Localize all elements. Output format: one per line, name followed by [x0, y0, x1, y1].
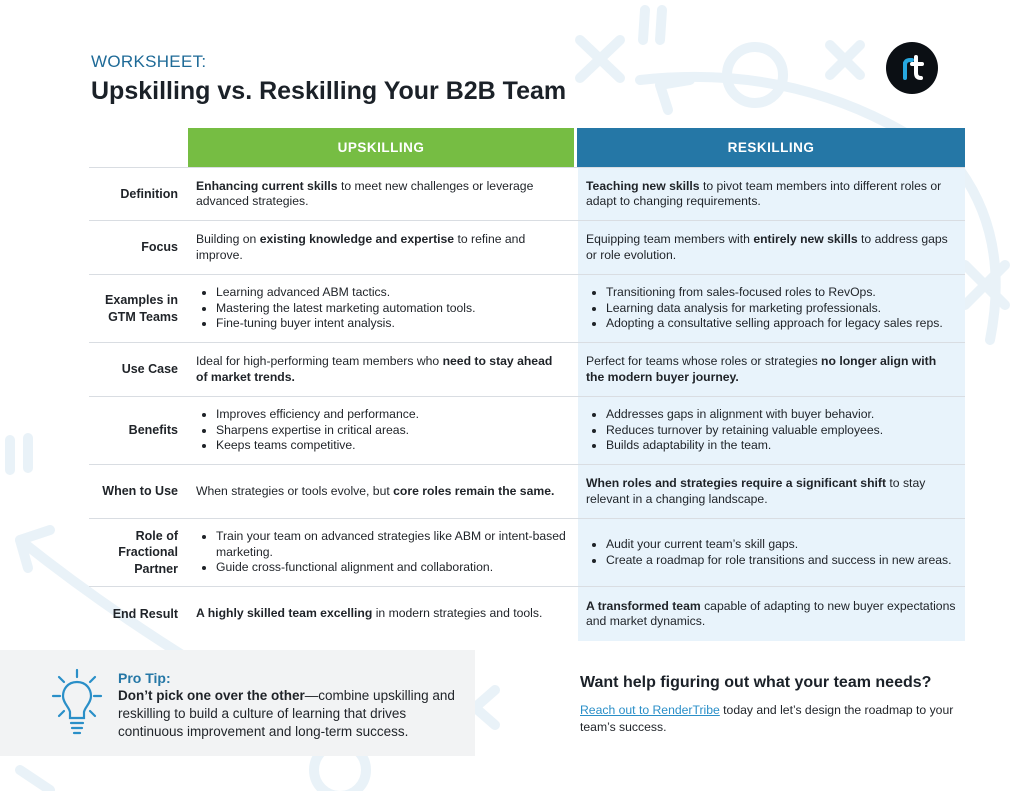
emphasis-text: entirely new skills: [753, 232, 858, 246]
body-text: Equipping team members with: [586, 232, 754, 246]
cta-title: Want help figuring out what your team needs?: [580, 674, 932, 691]
cell-text: [196, 179, 566, 210]
table-row: [89, 342, 965, 396]
body-text: When strategies or tools evolve, but: [196, 483, 394, 498]
body-text: to pivot team members into different roles or adapt to changing requirements.: [586, 178, 942, 208]
emphasis-text: A transformed team: [586, 598, 701, 613]
list-item: • Mastering the latest marketing automation tools.: [216, 301, 566, 317]
list-item: • Fine-tuning buyer intent analysis.: [216, 316, 566, 332]
list-item: • Improves efficiency and performance.: [216, 407, 566, 423]
upskilling-cell: [188, 275, 574, 342]
list-item: • Guide cross-functional alignment and collaboration.: [216, 560, 566, 576]
emphasis-text: Teaching new skills: [586, 178, 700, 193]
upskilling-cell: [188, 465, 574, 518]
cell-text: [586, 476, 957, 507]
row-label: Use Case: [121, 362, 178, 377]
emphasis-text: When roles and strategies require a significant shift: [586, 476, 887, 490]
body-text: Perfect for teams whose roles or strategies: [586, 354, 822, 368]
emphasis-text: need to stay ahead of market trends.: [196, 354, 553, 384]
body-text: Building on: [196, 232, 260, 246]
list-item: • Learning advanced ABM tactics.: [216, 285, 566, 301]
table-row: [89, 220, 965, 274]
bullet-list: [196, 529, 566, 576]
pro-tip-text: —combine upskilling and reskilling to build a culture of learning that drives continuous improvement and long-term success.: [118, 688, 455, 739]
reskilling-cell: [577, 519, 965, 586]
body-text: in modern strategies and tools.: [372, 606, 543, 621]
pro-tip-box: [0, 650, 475, 756]
list-item: • Transitioning from sales-focused roles to RevOps.: [606, 285, 957, 301]
list-item: • Builds adaptability in the team.: [606, 438, 957, 454]
reskilling-cell: [577, 465, 965, 518]
cta-text: today and let’s design the roadmap to your team’s success.: [580, 703, 954, 734]
table-corner: [89, 128, 188, 167]
table-row: [89, 518, 965, 586]
upskilling-cell: [188, 587, 574, 641]
upskilling-cell: [188, 519, 574, 586]
table-row: [89, 167, 965, 220]
comparison-table: [89, 128, 965, 641]
cell-text: [196, 484, 566, 500]
list-item: • Create a roadmap for role transitions and success in new areas.: [606, 553, 957, 569]
call-to-action: [580, 674, 980, 736]
cell-text: [586, 232, 957, 263]
upskilling-cell: [188, 221, 574, 274]
bullet-list: [586, 407, 957, 454]
cell-text: [196, 354, 566, 385]
body-text: to refine and improve.: [196, 232, 526, 262]
upskilling-cell: [188, 397, 574, 464]
worksheet-header: [91, 52, 566, 106]
lightbulb-icon: [51, 666, 103, 738]
cta-body: [580, 702, 980, 736]
list-item: • Adopting a consultative selling approach for legacy sales reps.: [606, 316, 957, 332]
reach-out-link[interactable]: Reach out to RenderTribe: [580, 703, 720, 717]
upskilling-column-header: UPSKILLING: [188, 128, 574, 167]
body-text: capable of adapting to new buyer expectations and market dynamics.: [586, 598, 956, 628]
reskilling-cell: [577, 587, 965, 641]
pro-tip-body: [118, 687, 463, 741]
cell-text: [586, 354, 957, 385]
row-label: Examples in GTM Teams: [105, 293, 178, 324]
body-text: to address gaps or role evolution.: [586, 232, 948, 262]
reskilling-column-header: RESKILLING: [577, 128, 965, 167]
emphasis-text: no longer align with the modern buyer journey.: [586, 354, 937, 384]
page-title: Upskilling vs. Reskilling Your B2B Team: [91, 77, 567, 105]
list-item: • Audit your current team’s skill gaps.: [606, 537, 957, 553]
reskilling-cell: [577, 275, 965, 342]
row-label: End Result: [112, 606, 178, 621]
body-text: to meet new challenges or leverage advanced strategies.: [196, 178, 534, 208]
upskilling-cell: [188, 343, 574, 396]
table-body: [89, 167, 965, 641]
list-item: • Keeps teams competitive.: [216, 438, 566, 454]
bullet-list: [196, 407, 566, 454]
row-label: Focus: [141, 240, 178, 255]
bullet-list: [196, 285, 566, 332]
body-text: to stay relevant in a changing landscape.: [586, 476, 926, 506]
reskilling-cell: [577, 168, 965, 220]
list-item: • Sharpens expertise in critical areas.: [216, 423, 566, 439]
cell-text: [586, 179, 957, 210]
body-text: Ideal for high-performing team members who: [196, 354, 443, 368]
cell-text: [586, 599, 957, 630]
table-row: [89, 274, 965, 342]
reskilling-cell: [577, 221, 965, 274]
emphasis-text: existing knowledge and expertise: [259, 232, 455, 246]
table-row: [89, 396, 965, 464]
worksheet-label: WORKSHEET:: [91, 52, 207, 71]
row-label: When to Use: [102, 484, 178, 499]
rendertribe-logo-icon: [886, 42, 938, 94]
table-header: [89, 128, 965, 167]
table-row: [89, 464, 965, 518]
emphasis-text: core roles remain the same.: [393, 483, 555, 498]
cell-text: [196, 232, 566, 263]
table-row: [89, 586, 965, 641]
bullet-list: [586, 537, 957, 568]
list-item: • Train your team on advanced strategies like ABM or intent-based marketing.: [216, 529, 566, 560]
list-item: • Addresses gaps in alignment with buyer behavior.: [606, 407, 957, 423]
pro-tip-title: Pro Tip:: [118, 670, 171, 686]
reskilling-cell: [577, 397, 965, 464]
row-label: Role of Fractional Partner: [118, 528, 178, 576]
upskilling-cell: [188, 168, 574, 220]
row-label: Definition: [120, 186, 178, 201]
reskilling-cell: [577, 343, 965, 396]
row-label: Benefits: [128, 423, 178, 438]
pro-tip-emphasis: Don’t pick one over the other: [118, 688, 305, 703]
list-item: • Learning data analysis for marketing professionals.: [606, 301, 957, 317]
emphasis-text: A highly skilled team excelling: [196, 606, 373, 621]
bullet-list: [586, 285, 957, 332]
emphasis-text: Enhancing current skills: [196, 178, 338, 193]
list-item: • Reduces turnover by retaining valuable employees.: [606, 423, 957, 439]
cell-text: [196, 606, 566, 622]
